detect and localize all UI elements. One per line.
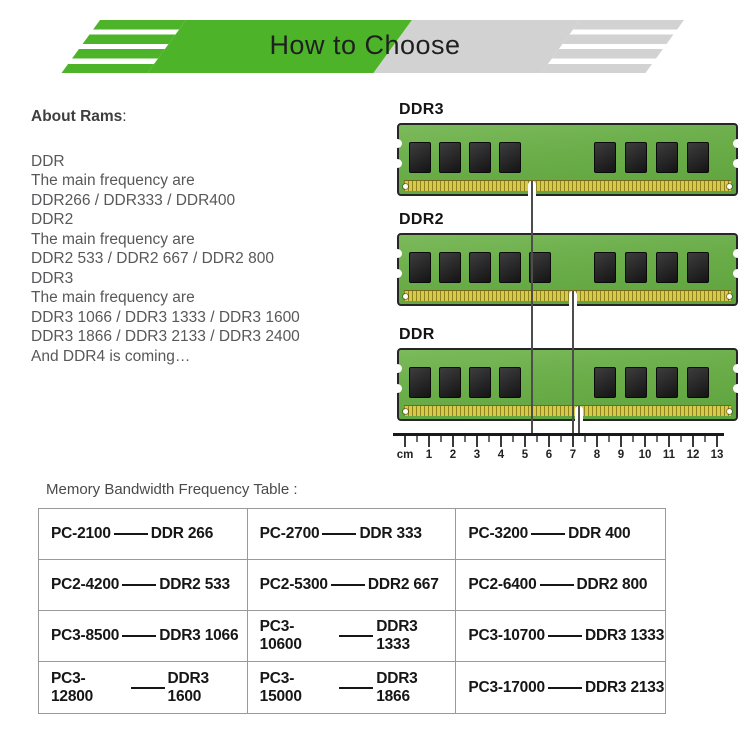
dash-connector (540, 584, 574, 586)
table-cell (456, 662, 665, 713)
ram-module-ddr3 (397, 123, 738, 196)
notch-callout-line (572, 291, 574, 433)
ruler-number: 12 (686, 449, 700, 461)
memory-chip (499, 367, 521, 398)
about-rams-block (31, 107, 383, 366)
dash-connector (122, 635, 156, 637)
edge-notch (393, 159, 402, 168)
memory-chip (594, 142, 616, 173)
table-cell (248, 662, 457, 713)
ram-section-ddr2 (31, 210, 383, 269)
ruler-tick-major (572, 436, 573, 447)
ram-section-line: DDR2 533 / DDR2 667 / DDR2 800 (31, 250, 274, 267)
ruler-number: 4 (497, 449, 505, 461)
ddr-speed: DDR3 1333 (584, 627, 665, 644)
ddr4-coming-note: And DDR4 is coming… (31, 347, 191, 365)
memory-chip (469, 252, 491, 283)
memory-chip (469, 367, 491, 398)
mounting-hole (727, 409, 732, 414)
table-cell (39, 509, 248, 560)
about-heading (31, 107, 383, 127)
module-label-ddr: DDR (399, 326, 435, 343)
memory-chip (439, 142, 461, 173)
ram-section-line: The main frequency are (31, 230, 195, 248)
ram-section-line: The main frequency are (31, 172, 195, 189)
ddr-speed: DDR 400 (568, 525, 631, 542)
table-cell (39, 611, 248, 662)
ddr-speed: DDR3 1600 (167, 669, 209, 705)
ruler-number: 8 (593, 449, 601, 461)
pc-rating: PC2-4200 (51, 576, 120, 593)
ram-type-label: DDR3 (31, 269, 74, 287)
memory-chip (499, 252, 521, 283)
ruler-tick-major (692, 436, 693, 447)
memory-chip (656, 367, 678, 398)
ruler-tick-minor (704, 436, 705, 442)
module-label-ddr3: DDR3 (399, 101, 444, 118)
ram-section-line: DDR3 1866 / DDR3 2133 / DDR3 2400 (31, 328, 300, 345)
ram-section-line: The main frequency are (31, 289, 195, 306)
memory-chip (625, 367, 647, 398)
memory-chip (687, 142, 709, 173)
ruler-number: 6 (545, 449, 553, 461)
edge-notch (733, 364, 742, 373)
pc-rating: PC3-8500 (51, 627, 120, 644)
table-cell (456, 611, 665, 662)
pc-rating: PC2-5300 (259, 576, 328, 593)
memory-chip (594, 367, 616, 398)
table-title: Memory Bandwidth Frequency Table : (46, 481, 298, 498)
ruler-tick-minor (584, 436, 585, 442)
ddr-speed: DDR2 667 (367, 576, 439, 593)
pc-rating: PC3-12800 (51, 669, 94, 705)
memory-chip (409, 252, 431, 283)
pc-rating: PC3-10600 (259, 618, 302, 653)
ram-section-line: DDR3 1066 / DDR3 1333 / DDR3 1600 (31, 308, 300, 326)
ddr-speed: DDR3 1333 (376, 618, 418, 653)
ram-module-ddr (397, 348, 738, 421)
dash-connector (339, 635, 373, 637)
dash-connector (548, 635, 582, 637)
edge-notch (393, 139, 402, 148)
table-cell (456, 560, 665, 611)
ruler-tick-major (476, 436, 477, 447)
ddr-speed: DDR3 1066 (159, 627, 239, 644)
ddr-speed: DDR2 533 (159, 576, 230, 593)
pc-rating: PC-2700 (259, 525, 320, 542)
dash-connector (322, 533, 356, 535)
memory-chip (469, 142, 491, 173)
ruler-tick-major (404, 436, 405, 447)
dash-connector (114, 533, 148, 535)
table-cell (456, 509, 665, 560)
about-heading-text: About Rams (31, 108, 123, 125)
edge-notch (733, 384, 742, 393)
frequency-table (38, 508, 666, 714)
ruler-tick-minor (560, 436, 561, 442)
notch-callout-line (578, 406, 580, 433)
ram-module-ddr2 (397, 233, 738, 306)
ram-section-ddr (31, 152, 383, 211)
ruler-number: 13 (710, 449, 724, 461)
memory-chip (409, 367, 431, 398)
ddr-speed: DDR 333 (359, 525, 422, 542)
mounting-hole (403, 409, 408, 414)
ruler-tick-minor (416, 436, 417, 442)
edge-notch (393, 384, 402, 393)
pc-rating: PC3-15000 (259, 669, 302, 705)
ruler-baseline (393, 433, 724, 436)
pc-rating: PC3-17000 (468, 678, 545, 696)
ruler-tick-minor (512, 436, 513, 442)
memory-chip (409, 142, 431, 173)
dash-connector (131, 687, 165, 689)
dash-connector (548, 687, 582, 689)
ruler-number: 1 (425, 449, 433, 461)
edge-notch (733, 159, 742, 168)
edge-notch (393, 249, 402, 258)
memory-chip (594, 252, 616, 283)
pc-rating: PC-2100 (51, 525, 111, 542)
ddr-speed: DDR 266 (150, 525, 214, 542)
ruler-number: 10 (638, 449, 652, 461)
memory-chip (625, 142, 647, 173)
table-cell (248, 560, 457, 611)
memory-chip (625, 252, 647, 283)
ruler-number: 3 (473, 449, 481, 461)
gold-pin-strip (404, 290, 731, 301)
ram-type-label: DDR (31, 152, 65, 170)
edge-notch (393, 364, 402, 373)
ruler-tick-minor (656, 436, 657, 442)
ruler-tick-major (524, 436, 525, 447)
edge-notch (393, 269, 402, 278)
ram-sections (31, 152, 383, 347)
memory-chip (439, 252, 461, 283)
memory-chip (499, 142, 521, 173)
gold-pin-strip (404, 405, 731, 416)
edge-notch (733, 269, 742, 278)
memory-chip (687, 252, 709, 283)
ruler-number: 5 (521, 449, 529, 461)
ruler-number: 11 (662, 449, 676, 461)
ruler-unit-label: cm (396, 449, 414, 461)
banner-title: How to Choose (269, 30, 461, 60)
memory-chip (439, 367, 461, 398)
ruler-tick-minor (536, 436, 537, 442)
memory-chip (656, 142, 678, 173)
dash-connector (531, 533, 565, 535)
table-cell (248, 611, 457, 662)
dash-connector (339, 687, 373, 689)
ruler-number: 9 (617, 449, 625, 461)
ddr-speed: DDR3 1866 (376, 669, 418, 705)
ruler-tick-major (428, 436, 429, 447)
ruler-tick-minor (464, 436, 465, 442)
edge-notch (733, 139, 742, 148)
ruler-tick-minor (440, 436, 441, 442)
ruler-tick-major (500, 436, 501, 447)
ruler-tick-minor (608, 436, 609, 442)
ruler-number: 7 (569, 449, 577, 461)
pc-rating: PC3-10700 (468, 627, 545, 644)
ruler-tick-minor (488, 436, 489, 442)
edge-notch (733, 249, 742, 258)
ram-type-label: DDR2 (31, 211, 74, 228)
ruler-tick-major (596, 436, 597, 447)
pc-rating: PC2-6400 (468, 576, 537, 593)
pc-rating: PC-3200 (468, 525, 529, 542)
memory-chip (656, 252, 678, 283)
ruler-tick-major (548, 436, 549, 447)
ruler-tick-major (452, 436, 453, 447)
ruler-tick-minor (632, 436, 633, 442)
ruler-tick-minor (680, 436, 681, 442)
dash-connector (331, 584, 365, 586)
notch-callout-line (531, 181, 533, 433)
ruler-tick-major (644, 436, 645, 447)
table-cell (39, 560, 248, 611)
mounting-hole (403, 294, 408, 299)
mounting-hole (403, 184, 408, 189)
ruler-tick-major (716, 436, 717, 447)
mounting-hole (727, 184, 732, 189)
gold-pin-strip (404, 180, 731, 191)
ram-section-line: DDR266 / DDR333 / DDR400 (31, 191, 236, 209)
table-cell (248, 509, 457, 560)
table-cell (39, 662, 248, 713)
ddr-speed: DDR3 2133 (584, 678, 665, 696)
ruler-number: 2 (449, 449, 457, 461)
ram-section-ddr3 (31, 269, 383, 347)
ruler-tick-major (620, 436, 621, 447)
memory-chip (687, 367, 709, 398)
dash-connector (122, 584, 156, 586)
about-heading-colon: : (122, 108, 127, 125)
module-label-ddr2: DDR2 (399, 211, 444, 228)
ruler-tick-major (668, 436, 669, 447)
cm-ruler (393, 433, 724, 467)
mounting-hole (727, 294, 732, 299)
ddr-speed: DDR2 800 (576, 576, 648, 593)
